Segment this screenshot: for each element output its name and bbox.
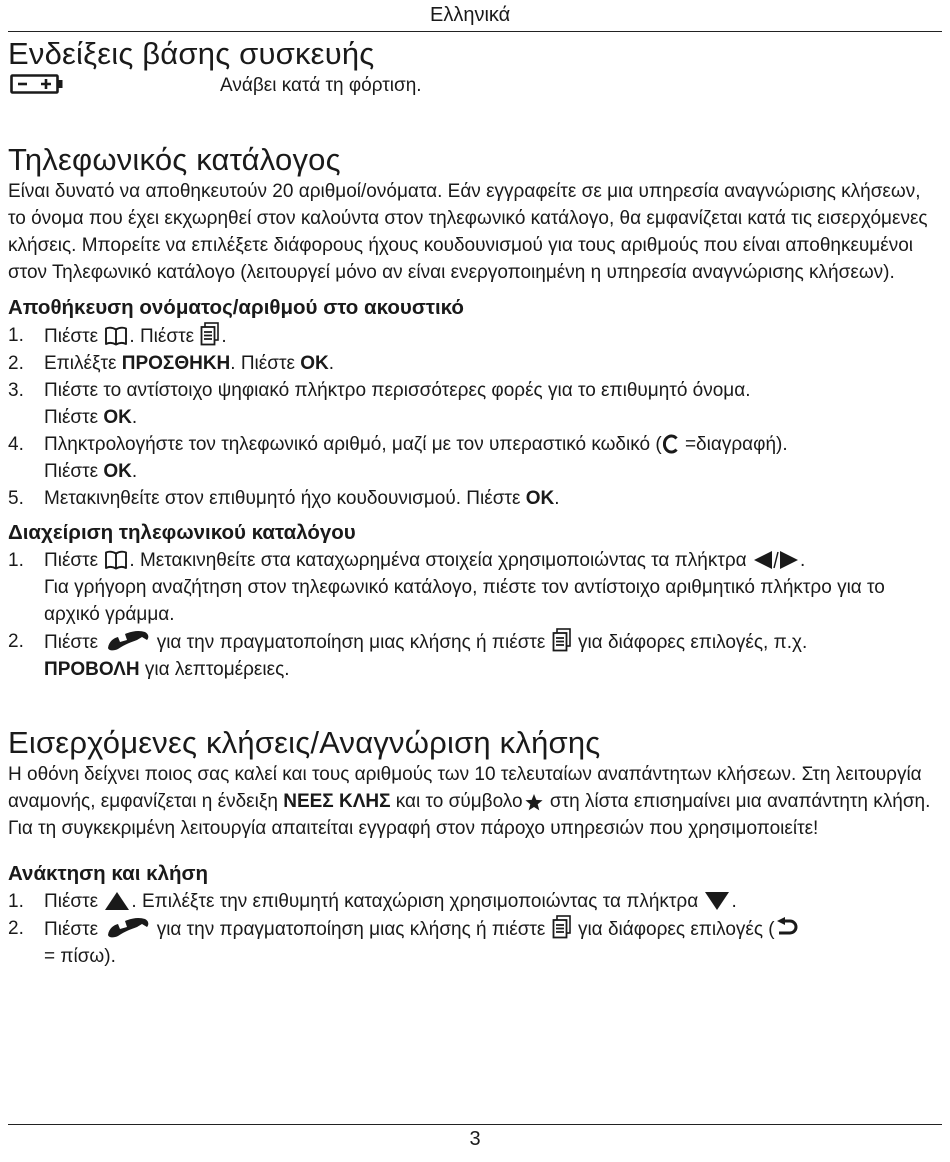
phonebook-intro: Είναι δυνατό να αποθηκευτούν 20 αριθμοί/ονόματα. Εάν εγγραφείτε σε μια υπηρεσία αναγνώρισης κλήσεων, το όνομα που έχει εκχωρηθεί στον καλούντα στον τηλεφωνικό κατάλογο, θα εμφανίζεται κατά τις εισερχόμενες κλήσεις. Μπορείτε να επιλέξετε διάφορους ήχους κουδουνισμού για τους αριθμούς που είναι αποθηκευμένοι στον Τηλεφωνικό κατάλογο (λειτουργεί μόνο αν είναι ενεργοποιημένη η υπηρεσία αναγνώρισης κλήσεων). (8, 181, 928, 283)
store-step-1: 1. Πιέστε . Πιέστε . (8, 322, 942, 350)
menu-icon (552, 628, 572, 652)
recall-heading: Ανάκτηση και κλήση (8, 862, 209, 885)
store-step-4: 4. Πληκτρολογήστε τον τηλεφωνικό αριθμό, μαζί με τον υπεραστικό κωδικό ( =διαγραφή). Πιέστε OK. (8, 434, 788, 482)
phonebook-icon (104, 550, 128, 570)
battery-description: Ανάβει κατά τη φόρτιση. (220, 75, 422, 96)
menu-icon (200, 322, 220, 346)
back-icon (776, 917, 798, 939)
call-icon (104, 915, 150, 939)
call-icon (104, 628, 150, 652)
manage-step-2: 2. Πιέστε για την πραγματοποίηση μιας κλήσης ή πιέστε για διάφορες επιλογές, π.χ. ΠΡΟΒΟΛΗ για λεπτομέρειες. (8, 628, 942, 683)
section-title-phonebook: Τηλεφωνικός κατάλογος (8, 142, 341, 177)
footer-rule (8, 1124, 942, 1125)
phonebook-icon (104, 326, 128, 346)
star-icon (524, 793, 544, 811)
header-rule (8, 31, 942, 32)
up-arrow-icon (104, 891, 130, 911)
clear-icon (663, 434, 679, 454)
header-language: Ελληνικά (430, 4, 511, 26)
recall-step-1: 1. Πιέστε . Επιλέξτε την επιθυμητή καταχώριση χρησιμοποιώντας τα πλήκτρα . (8, 891, 737, 912)
page-number: 3 (469, 1128, 481, 1150)
incoming-intro: Η οθόνη δείχνει ποιος σας καλεί και τους αριθμούς των 10 τελευταίων αναπάντητων κλήσεων. Στη λειτουργία αναμονής, εμφανίζεται η ένδειξη ΝΕΕΣ ΚΛΗΣ και το σύμβολο στη λίστα επισημαίνει μια αναπάντητη κλήση. Για τη συγκεκριμένη λειτουργία απαιτείται εγγραφή στον πάροχο υπηρεσιών που χρησιμοποιείτε! (8, 764, 931, 839)
battery-icon (10, 73, 64, 101)
manage-step-1: 1. Πιέστε . Μετακινηθείτε στα καταχωρημένα στοιχεία χρησιμοποιώντας τα πλήκτρα . Για γρήγορη αναζήτηση στον τηλεφωνικό κατάλογο, πιέστε τον αντίστοιχο αριθμητικό πλήκτρο για το αρχικό γράμμα. (8, 550, 885, 625)
menu-icon (552, 915, 572, 939)
recall-step-2: 2. Πιέστε για την πραγματοποίηση μιας κλήσης ή πιέστε για διάφορες επιλογές ( = πίσω). (8, 915, 942, 970)
left-right-arrows-icon (753, 550, 799, 570)
section-title-base: Ενδείξεις βάσης συσκευής (8, 36, 375, 71)
section-title-incoming: Εισερχόμενες κλήσεις/Αναγνώριση κλήσης (8, 725, 601, 760)
manage-heading: Διαχείριση τηλεφωνικού καταλόγου (8, 521, 356, 544)
store-step-5: 5. Μετακινηθείτε στον επιθυμητό ήχο κουδουνισμού. Πιέστε OK. (8, 488, 560, 509)
down-arrow-icon (704, 891, 730, 911)
store-step-2: 2. Επιλέξτε ΠΡΟΣΘΗΚΗ. Πιέστε OK. (8, 353, 335, 374)
store-step-3: 3. Πιέστε το αντίστοιχο ψηφιακό πλήκτρο περισσότερες φορές για το επιθυμητό όνομα. Πιέστε OK. (8, 380, 751, 428)
store-heading: Αποθήκευση ονόματος/αριθμού στο ακουστικό (8, 296, 464, 319)
